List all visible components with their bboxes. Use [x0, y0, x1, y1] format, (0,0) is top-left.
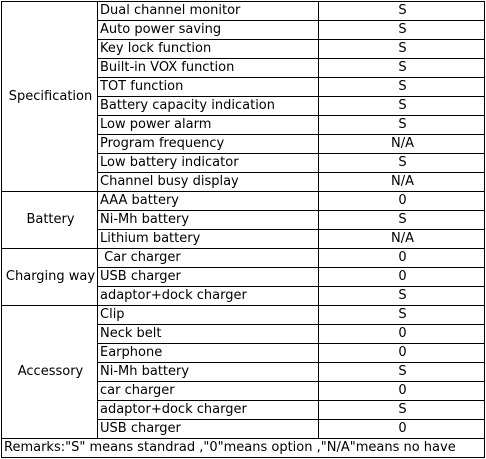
feature-cell: Earphone	[98, 344, 319, 363]
value-cell: S	[319, 306, 485, 325]
feature-cell: adaptor+dock charger	[98, 401, 319, 420]
table-row	[2, 192, 485, 211]
value-cell: S	[319, 2, 485, 21]
remarks-row	[2, 439, 485, 458]
value-cell: S	[319, 40, 485, 59]
feature-cell: car charger	[98, 382, 319, 401]
value-cell: S	[319, 401, 485, 420]
feature-cell: Auto power saving	[98, 21, 319, 40]
spec-table	[1, 1, 485, 458]
value-cell: S	[319, 59, 485, 78]
feature-cell: Built-in VOX function	[98, 59, 319, 78]
feature-cell: Ni-Mh battery	[98, 363, 319, 382]
feature-cell: Car charger	[98, 249, 319, 268]
value-cell: N/A	[319, 135, 485, 154]
table-row	[2, 306, 485, 325]
value-cell: 0	[319, 382, 485, 401]
value-cell: N/A	[319, 230, 485, 249]
group-label: Specification	[2, 2, 98, 192]
value-cell: S	[319, 287, 485, 306]
value-cell: 0	[319, 249, 485, 268]
feature-cell: TOT function	[98, 78, 319, 97]
value-cell: N/A	[319, 173, 485, 192]
group-label: Battery	[2, 192, 98, 249]
feature-cell: Dual channel monitor	[98, 2, 319, 21]
feature-cell: Battery capacity indication	[98, 97, 319, 116]
feature-cell: AAA battery	[98, 192, 319, 211]
feature-cell: Neck belt	[98, 325, 319, 344]
spec-table-body	[2, 2, 485, 458]
value-cell: S	[319, 154, 485, 173]
feature-cell: Program frequency	[98, 135, 319, 154]
feature-cell: Low power alarm	[98, 116, 319, 135]
value-cell: S	[319, 78, 485, 97]
feature-cell: USB charger	[98, 268, 319, 287]
value-cell: S	[319, 97, 485, 116]
value-cell: 0	[319, 268, 485, 287]
feature-cell: USB charger	[98, 420, 319, 439]
table-row	[2, 249, 485, 268]
feature-cell: adaptor+dock charger	[98, 287, 319, 306]
value-cell: S	[319, 211, 485, 230]
value-cell: S	[319, 21, 485, 40]
value-cell: 0	[319, 192, 485, 211]
value-cell: 0	[319, 420, 485, 439]
value-cell: S	[319, 116, 485, 135]
table-row	[2, 2, 485, 21]
value-cell: S	[319, 363, 485, 382]
remarks-text: Remarks:"S" means standrad ,"0"means option ,"N/A"means no have	[2, 439, 485, 458]
feature-cell: Ni-Mh battery	[98, 211, 319, 230]
feature-cell: Low battery indicator	[98, 154, 319, 173]
feature-cell: Lithium battery	[98, 230, 319, 249]
feature-cell: Clip	[98, 306, 319, 325]
value-cell: 0	[319, 344, 485, 363]
group-label: Charging way	[2, 249, 98, 306]
value-cell: 0	[319, 325, 485, 344]
feature-cell: Channel busy display	[98, 173, 319, 192]
feature-cell: Key lock function	[98, 40, 319, 59]
group-label: Accessory	[2, 306, 98, 439]
